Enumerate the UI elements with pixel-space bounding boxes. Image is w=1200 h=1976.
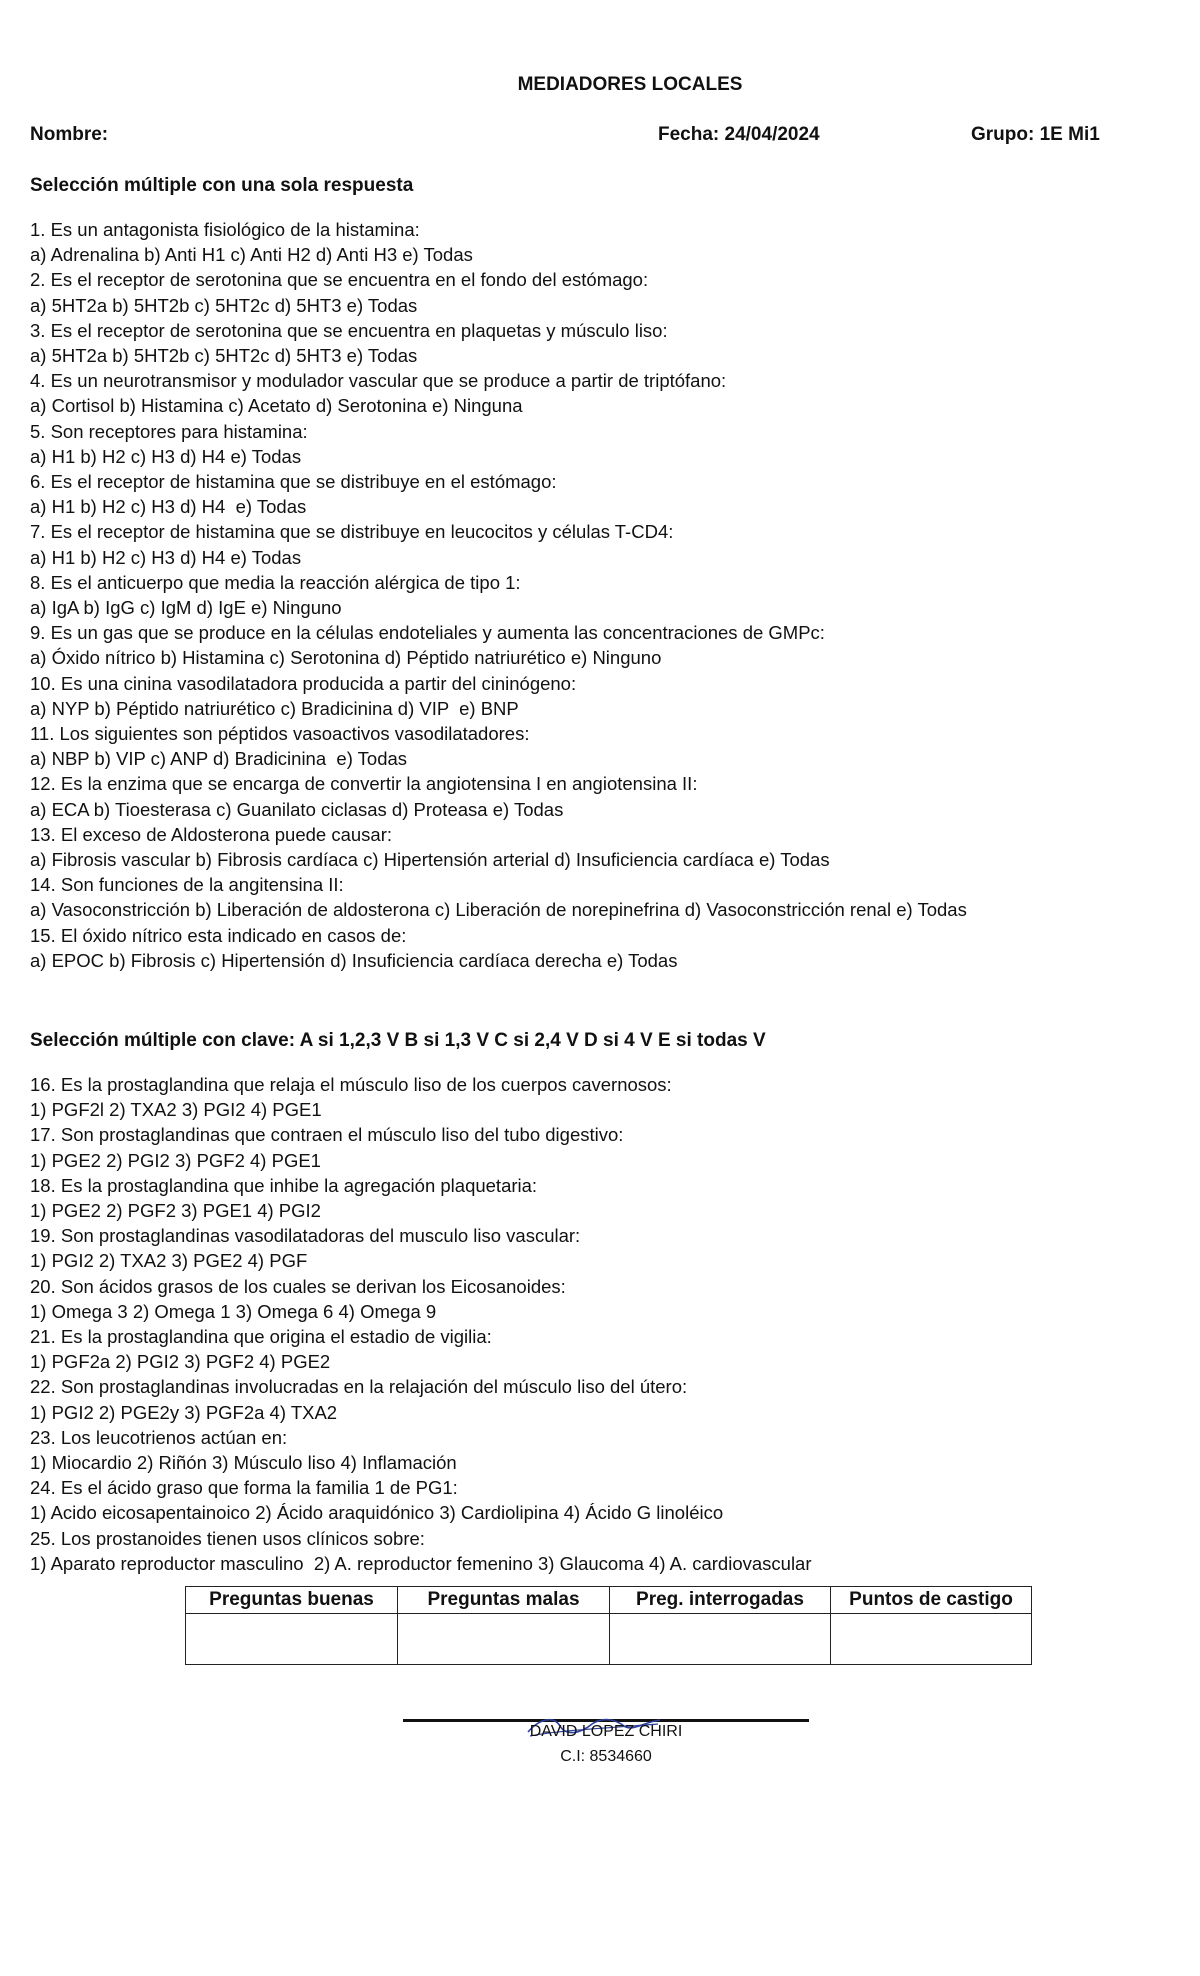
question-text: 7. Es el receptor de histamina que se distribuye en leucocitos y células T-CD4: [30, 521, 674, 543]
answer-options: 1) Miocardio 2) Riñón 3) Músculo liso 4) Inflamación [30, 1452, 457, 1474]
signer-id: C.I: 8534660 [560, 1748, 652, 1765]
answer-options: a) 5HT2a b) 5HT2b c) 5HT2c d) 5HT3 e) Todas [30, 345, 418, 367]
question-text: 17. Son prostaglandinas que contraen el músculo liso del tubo digestivo: [30, 1124, 624, 1146]
answer-options: a) Óxido nítrico b) Histamina c) Serotonina d) Péptido natriurético e) Ninguno [30, 647, 662, 669]
question-text: 8. Es el anticuerpo que media la reacción alérgica de tipo 1: [30, 571, 521, 593]
answer-options: a) ECA b) Tioesterasa c) Guanilato ciclasas d) Proteasa e) Todas [30, 798, 564, 820]
question-text: 6. Es el receptor de histamina que se distribuye en el estómago: [30, 471, 557, 493]
answer-options: a) EPOC b) Fibrosis c) Hipertensión d) Insuficiencia cardíaca derecha e) Todas [30, 949, 678, 971]
header-questioned: Preg. interrogadas [610, 1587, 831, 1614]
question-text: 2. Es el receptor de serotonina que se encuentra en el fondo del estómago: [30, 269, 649, 291]
question-text: 25. Los prostanoides tienen usos clínicos sobre: [30, 1527, 425, 1549]
section-single-answer-questions [30, 217, 967, 973]
answer-options: a) IgA b) IgG c) IgM d) IgE e) Ninguno [30, 597, 342, 619]
question-text: 15. El óxido nítrico esta indicado en casos de: [30, 924, 407, 946]
question-text: 20. Son ácidos grasos de los cuales se derivan los Eicosanoides: [30, 1275, 566, 1297]
questioned-cell[interactable] [610, 1614, 831, 1665]
answer-options: a) H1 b) H2 c) H3 d) H4 e) Todas [30, 445, 302, 467]
question-text: 11. Los siguientes son péptidos vasoactivos vasodilatadores: [30, 723, 530, 745]
answer-options: a) Adrenalina b) Anti H1 c) Anti H2 d) Anti H3 e) Todas [30, 244, 473, 266]
question-text: 13. El exceso de Aldosterona puede causar: [30, 823, 393, 845]
header-bad-answers: Preguntas malas [398, 1587, 610, 1614]
answer-options: 1) PGE2 2) PGF2 3) PGE1 4) PGI2 [30, 1200, 321, 1222]
answer-options: a) Vasoconstricción b) Liberación de aldosterona c) Liberación de norepinefrina d) Vasoconstricción renal e) Todas [30, 899, 967, 921]
question-text: 21. Es la prostaglandina que origina el estadio de vigilia: [30, 1326, 492, 1348]
score-table [185, 1586, 1032, 1665]
bad-answers-cell[interactable] [398, 1614, 610, 1665]
section-heading-keyed-answer: Selección múltiple con clave: A si 1,2,3 V B si 1,3 V C si 2,4 V D si 4 V E si todas V [30, 1030, 766, 1051]
exam-group: Grupo: 1E Mi1 [971, 124, 1100, 145]
question-text: 5. Son receptores para histamina: [30, 420, 308, 442]
question-text: 10. Es una cinina vasodilatadora producida a partir del cininógeno: [30, 672, 577, 694]
answer-options: 1) Omega 3 2) Omega 1 3) Omega 6 4) Omega 9 [30, 1300, 437, 1322]
penalty-points-cell[interactable] [831, 1614, 1032, 1665]
answer-options: a) H1 b) H2 c) H3 d) H4 e) Todas [30, 546, 302, 568]
question-text: 23. Los leucotrienos actúan en: [30, 1426, 288, 1448]
question-text: 1. Es un antagonista fisiológico de la histamina: [30, 219, 420, 240]
score-table-entry-row [186, 1614, 1032, 1665]
answer-options: a) Fibrosis vascular b) Fibrosis cardíaca c) Hipertensión arterial d) Insuficiencia cardíaca e) Todas [30, 849, 830, 871]
question-text: 4. Es un neurotransmisor y modulador vascular que se produce a partir de triptófano: [30, 370, 727, 392]
question-text: 16. Es la prostaglandina que relaja el músculo liso de los cuerpos cavernosos: [30, 1074, 672, 1095]
answer-options: 1) PGF2a 2) PGI2 3) PGF2 4) PGE2 [30, 1351, 331, 1373]
question-text: 14. Son funciones de la angitensina II: [30, 874, 344, 896]
answer-options: a) 5HT2a b) 5HT2b c) 5HT2c d) 5HT3 e) Todas [30, 294, 418, 316]
exam-date: Fecha: 24/04/2024 [658, 124, 820, 145]
question-text: 18. Es la prostaglandina que inhibe la agregación plaquetaria: [30, 1174, 538, 1196]
question-text: 3. Es el receptor de serotonina que se encuentra en plaquetas y músculo liso: [30, 319, 668, 341]
signer-name: DAVID LOPEZ CHIRI [529, 1723, 683, 1740]
question-text: 19. Son prostaglandinas vasodilatadoras del musculo liso vascular: [30, 1225, 581, 1247]
section-keyed-answer-questions [30, 1072, 812, 1576]
exam-title: MEDIADORES LOCALES [517, 74, 743, 95]
section-heading-single-answer: Selección múltiple con una sola respuesta [30, 175, 414, 196]
good-answers-cell[interactable] [186, 1614, 398, 1665]
answer-options: a) Cortisol b) Histamina c) Acetato d) Serotonina e) Ninguna [30, 395, 523, 417]
answer-options: a) H1 b) H2 c) H3 d) H4 e) Todas [30, 496, 307, 518]
question-text: 22. Son prostaglandinas involucradas en la relajación del músculo liso del útero: [30, 1376, 688, 1398]
answer-options: 1) PGI2 2) PGE2y 3) PGF2a 4) TXA2 [30, 1401, 338, 1423]
header-good-answers: Preguntas buenas [186, 1587, 398, 1614]
question-text: 24. Es el ácido graso que forma la familia 1 de PG1: [30, 1477, 458, 1499]
answer-options: 1) PGE2 2) PGI2 3) PGF2 4) PGE1 [30, 1149, 321, 1171]
score-table-header-row [186, 1587, 1032, 1614]
answer-options: 1) PGF2l 2) TXA2 3) PGI2 4) PGE1 [30, 1099, 322, 1121]
answer-options: 1) Acido eicosapentainoico 2) Ácido araquidónico 3) Cardiolipina 4) Ácido G linoléico [30, 1502, 724, 1524]
answer-options: 1) Aparato reproductor masculino 2) A. reproductor femenino 3) Glaucoma 4) A. cardiovascular [30, 1552, 812, 1574]
answer-options: a) NBP b) VIP c) ANP d) Bradicinina e) Todas [30, 748, 408, 770]
header-penalty-points: Puntos de castigo [831, 1587, 1032, 1614]
name-label: Nombre: [30, 124, 109, 145]
question-text: 9. Es un gas que se produce en la células endoteliales y aumenta las concentraciones de GMPc: [30, 622, 825, 644]
answer-options: 1) PGI2 2) TXA2 3) PGE2 4) PGF [30, 1250, 308, 1272]
answer-options: a) NYP b) Péptido natriurético c) Bradicinina d) VIP e) BNP [30, 697, 519, 719]
question-text: 12. Es la enzima que se encarga de convertir la angiotensina I en angiotensina II: [30, 773, 698, 795]
